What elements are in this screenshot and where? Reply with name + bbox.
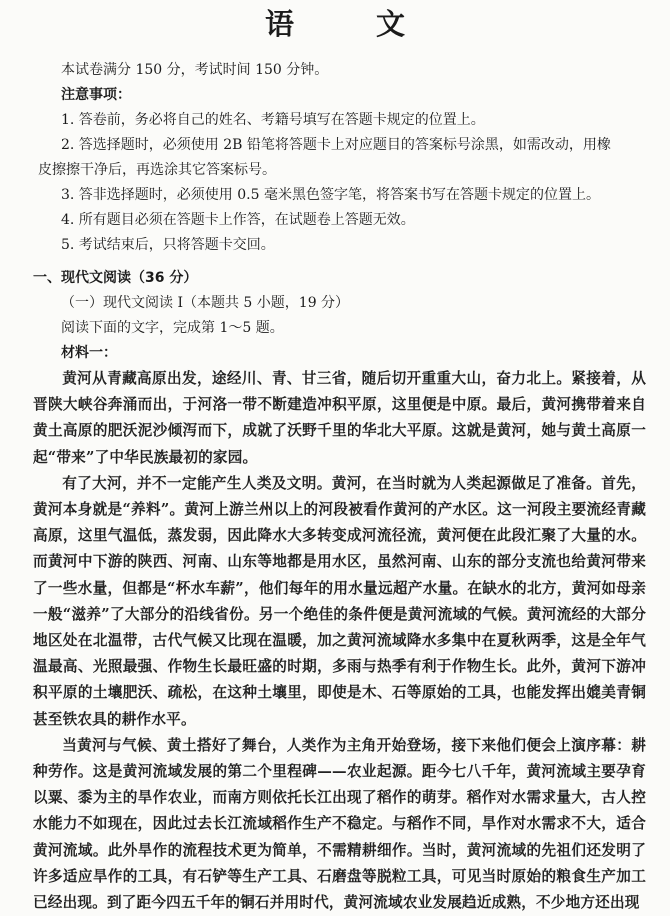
note-item: 5. 考试结束后，只将答题卡交回。	[61, 237, 275, 253]
note-item: 1. 答卷前，务必将自己的姓名、考籍号填写在答题卡规定的位置上。	[61, 112, 485, 128]
note-item: 2. 答选择题时，必须使用 2B 铅笔将答题卡上对应题目的答案标号涂黑，如需改动，用橡	[61, 137, 611, 153]
passage-paragraph: 当黄河与气候、黄土搭好了舞台，人类作为主角开始登场，接下来他们便会上演序幕：耕种劳作。这是黄河流域发展的第二个里程碑——农业起源。距今七八千年，黄河流域主要孕育以粟、黍为主的旱作农业，而南方则依托长江出现了稻作的萌芽。稻作对水需求量大，古人控水能力不如现在，因此过去长江流域稻作生产不稳定。与稻作不同，旱作对水需求不大，适合黄河流域。此外旱作的流程技术更为简单，不需精耕细作。当时，黄河流域的先祖们还发明了许多适应旱作的工具，有石铲等生产工具、石磨盘等脱粒工具，可见当时原始的粮食生产加工已经出现。到了距今四五千年的铜石并用时代，黄河流域农业发展趋近成熟，不少地方还出现	[33, 736, 646, 912]
passage-paragraph: 有了大河，并不一定能产生人类及文明。黄河，在当时就为人类起源做足了准备。首先，黄河本身就是“养料”。黄河上游兰州以上的河段被看作黄河的产水区。这一河段主要流经青藏高原，这里气温低，蒸发弱，因此降水大多转变成河流径流，黄河便在此段汇聚了大量的水。而黄河中下游的陕西、河南、山东等地都是用水区，虽然河南、山东的部分支流也给黄河带来了一些水量，但都是“杯水车薪”，他们每年的用水量远超产水量。在缺水的北方，黄河如母亲一般“滋养”了大部分的沿线省份。另一个绝佳的条件便是黄河流域的气候。黄河流经的大部分地区处在北温带，古代气候又比现在温暖，加之黄河流域降水多集中在夏秋两季，这是全年气温最高、光照最强、作物生长最旺盛的时期，多雨与热季有利于作物生长。此外，黄河下游冲积平原的土壤肥沃、疏松，在这种土壤里，即使是木、石等原始的工具，也能发挥出媲美青铜甚至铁农具的耕作水平。	[33, 474, 646, 728]
material-label: 材料一：	[61, 345, 117, 361]
subsection-heading: （一）现代文阅读 Ⅰ（本题共 5 小题，19 分）	[61, 295, 350, 311]
notes-heading: 注意事项：	[61, 87, 131, 103]
page-title: 语 文	[264, 7, 442, 41]
passage	[33, 366, 646, 916]
reading-instruction: 阅读下面的文字，完成第 1～5 题。	[61, 320, 284, 336]
note-item: 皮擦擦干净后，再选涂其它答案标号。	[38, 162, 276, 178]
section-heading: 一、现代文阅读（36 分）	[33, 270, 198, 286]
note-item: 4. 所有题目必须在答题卡上作答，在试题卷上答题无效。	[61, 212, 415, 228]
exam-info: 本试卷满分 150 分，考试时间 150 分钟。	[61, 62, 329, 78]
note-item: 3. 答非选择题时，必须使用 0.5 毫米黑色签字笔，将答案书写在答题卡规定的位置上。	[61, 187, 600, 203]
passage-paragraph: 黄河从青藏高原出发，途经川、青、甘三省，随后切开重重大山，奋力北上。紧接着，从晋陕大峡谷奔涌而出，于河洛一带不断建造冲积平原，这里便是中原。最后，黄河携带着来自黄土高原的肥沃泥沙倾泻而下，成就了沃野千里的华北大平原。这就是黄河，她与黄土高原一起“带来”了中华民族最初的家园。	[33, 370, 646, 466]
